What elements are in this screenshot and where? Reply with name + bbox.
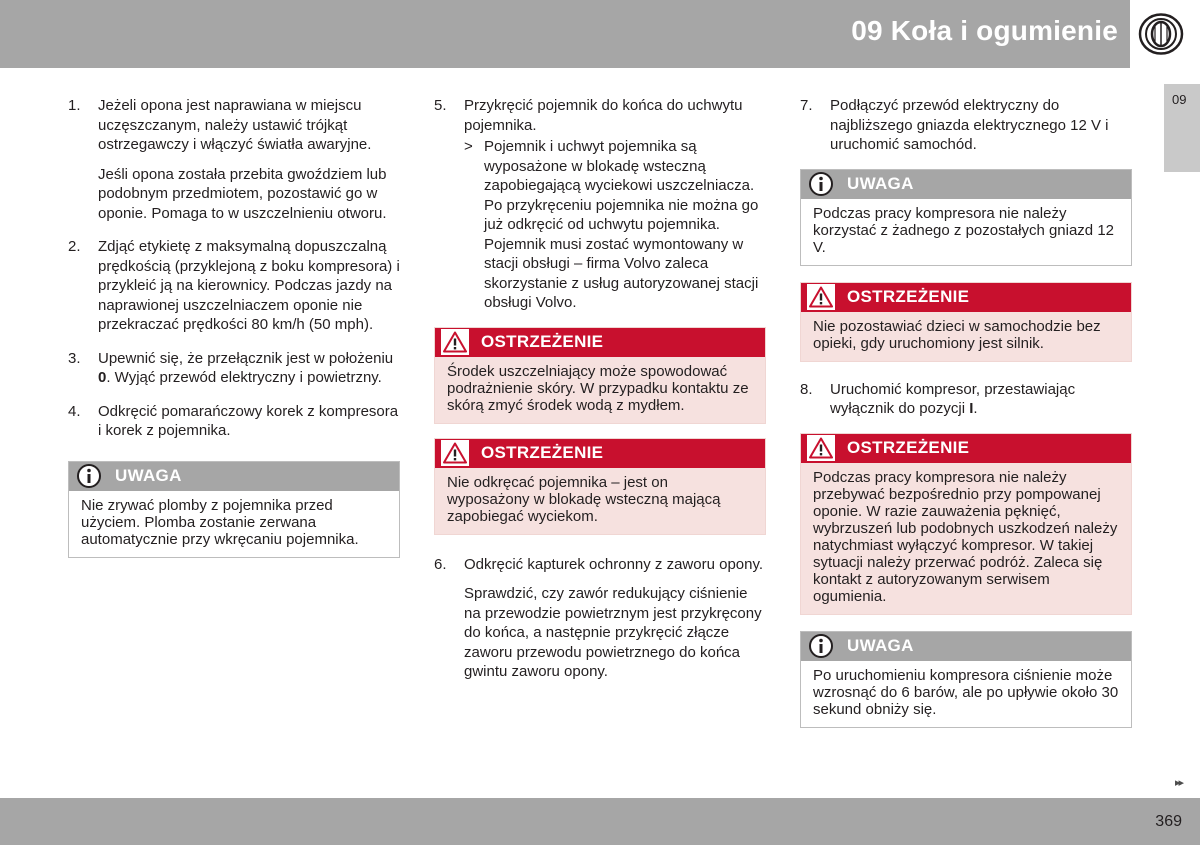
chapter-side-tab (1164, 84, 1200, 172)
warning-title: OSTRZEŻENIE (847, 438, 970, 457)
note-text: Podczas pracy kompresora nie należy korzystać z żadnego z pozostałych gniazd 12 V. (801, 199, 1131, 265)
step-text: Jeżeli opona jest naprawiana w miejscu uczęszczanym, należy ustawić trójkąt ostrzegawczy i włączyć światła awaryjne. (98, 97, 372, 153)
switch-position: I (969, 400, 974, 417)
step-3 (68, 349, 400, 388)
step-text (830, 380, 1132, 419)
column-2 (434, 96, 766, 696)
note-title: UWAGA (115, 466, 182, 485)
step-text: Podłączyć przewód elektryczny do najbliższego gniazda elektrycznego 12 V i uruchomić samochód. (830, 97, 1109, 153)
warning-text: Nie odkręcać pojemnika – jest on wyposażony w blokadę wsteczną mającą zapobiegać wyciekom. (435, 468, 765, 534)
note-text: Po uruchomieniu kompresora ciśnienie może wzrosnąć do 6 barów, ale po upływie około 30 sekund obniży się. (801, 661, 1131, 727)
side-tab-label: 09 (1172, 92, 1187, 107)
step-text (98, 349, 400, 388)
warning-title: OSTRZEŻENIE (481, 443, 604, 462)
step-2 (68, 237, 400, 335)
step-number: 6. (434, 555, 447, 573)
warning-box (434, 438, 766, 535)
note-box (68, 461, 400, 558)
column-1 (68, 96, 400, 558)
step-1 (68, 96, 400, 223)
step-result (464, 137, 766, 313)
note-header (801, 632, 1131, 661)
result-text: Pojemnik i uchwyt pojemnika są wyposażone w blokadę wsteczną zapobiegającą wyciekowi uszczelniacza. Po przykręceniu pojemnika nie można go już odkręcić od uchwytu pojemnika. Pojemnik musi zostać wymontowany w stacji obsługi – firma Volvo zaleca skorzystanie z usług autoryzowanej stacji obsługi Volvo. (484, 138, 759, 311)
warning-triangle-icon (441, 440, 469, 466)
step-number: 3. (68, 349, 81, 367)
step-number: 5. (434, 97, 447, 114)
step-number: 7. (800, 97, 813, 114)
note-box (800, 169, 1132, 266)
step-text-part: Uruchomić kompresor, przestawiając wyłącznik do pozycji (830, 380, 1076, 417)
note-title: UWAGA (847, 636, 914, 655)
step-number: 8. (800, 380, 813, 398)
step-text: Odkręcić pomarańczowy korek z kompresora i korek z pojemnika. (98, 402, 399, 439)
note-box (800, 631, 1132, 728)
step-text: Odkręcić kapturek ochronny z zaworu opony. (464, 555, 764, 573)
warning-title: OSTRZEŻENIE (481, 332, 604, 351)
warning-box (800, 282, 1132, 362)
step-number: 1. (68, 97, 81, 114)
info-icon (807, 171, 835, 197)
continue-arrow-icon: ▸▸ (1174, 777, 1182, 789)
step-5 (434, 96, 766, 313)
info-icon (807, 633, 835, 659)
step-number: 4. (68, 402, 81, 420)
step-text-part: . Wyjąć przewód elektryczny i powietrzny. (106, 369, 382, 386)
switch-position: 0 (98, 369, 107, 386)
step-4 (68, 402, 400, 441)
warning-header (801, 283, 1131, 312)
step-text: Przykręcić pojemnik do końca do uchwytu pojemnika. (464, 97, 743, 134)
warning-triangle-icon (441, 329, 469, 355)
step-text-part: . (973, 400, 978, 417)
note-header (69, 462, 399, 491)
warning-text: Podczas pracy kompresora nie należy przebywać bezpośrednio przy pompowanej oponie. W razie zauważenia pęknięć, wybrzuszeń lub podobnych uszkodzeń należy natychmiast wyłączyć kompresor. W takiej sytuacji należy przerwać podróż. Zaleca się kontakt z autoryzowanym serwisem ogumienia. (801, 463, 1131, 614)
warning-header (801, 434, 1131, 463)
page-footer (0, 798, 1200, 845)
step-number: 2. (68, 238, 81, 255)
step-text-part: Upewnić się, że przełącznik jest w położeniu (98, 349, 394, 367)
result-marker: > (464, 138, 473, 155)
warning-text: Środek uszczelniający może spowodować podrażnienie skóry. W przypadku kontaktu ze skórą zmyć środek wodą z mydłem. (435, 357, 765, 423)
warning-box (800, 433, 1132, 615)
step-text: Zdjąć etykietę z maksymalną dopuszczalną prędkością (przyklejoną z boku kompresora) i przykleić ją na kierownicy. Podczas jazdy na naprawionej uszczelniaczem oponie nie przekraczać prędkości 80 km/h (50 mph). (98, 238, 400, 333)
step-7 (800, 96, 1132, 155)
warning-triangle-icon (807, 284, 835, 310)
warning-text: Nie pozostawiać dzieci w samochodzie bez opieki, gdy uruchomiony jest silnik. (801, 312, 1131, 361)
info-icon (75, 463, 103, 489)
step-6 (434, 555, 766, 682)
column-3 (800, 96, 1132, 728)
note-title: UWAGA (847, 174, 914, 193)
step-text: Jeśli opona została przebita gwoździem lub podobnym przedmiotem, pozostawić go w oponie. Pomaga to w uszczelnieniu otworu. (98, 165, 387, 222)
note-text: Nie zrywać plomby z pojemnika przed użyciem. Plomba zostanie zerwana automatycznie przy wkręcaniu pojemnika. (69, 491, 399, 557)
chapter-header (0, 0, 1130, 68)
chapter-title: 09 Koła i ogumienie (851, 15, 1118, 46)
warning-title: OSTRZEŻENIE (847, 287, 970, 306)
note-header (801, 170, 1131, 199)
tire-icon (1137, 12, 1185, 61)
warning-triangle-icon (807, 435, 835, 461)
step-8 (800, 380, 1132, 419)
warning-header (435, 328, 765, 357)
warning-box (434, 327, 766, 424)
step-text: Sprawdzić, czy zawór redukujący ciśnienie na przewodzie powietrznym jest przykręcony do końca, a następnie przykręcić złącze zaworu przewodu powietrznego do końca gwintu zaworu opony. (464, 585, 762, 680)
page-number: 369 (1155, 813, 1182, 830)
warning-header (435, 439, 765, 468)
